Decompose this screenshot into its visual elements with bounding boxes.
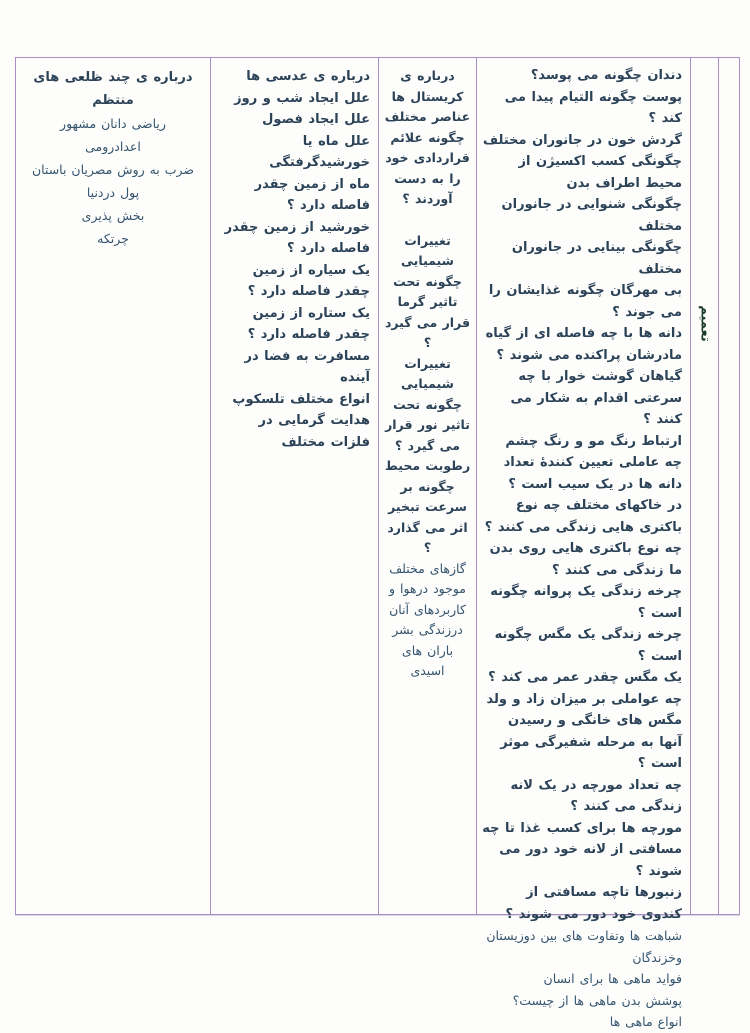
biology-question-line: مورچه ها برای کسب غذا تا چه مسافتی از لانه خود دور می شوند ؟ <box>482 820 682 879</box>
physics-topic-line: خورشید از زمین چقدر فاصله دارد ؟ <box>224 219 370 256</box>
chemistry-topic-line <box>384 210 471 231</box>
physics-topic-line: انواع مختلف تلسکوپ <box>232 391 370 407</box>
physics-topic-line: درباره ی عدسی ها <box>246 69 370 84</box>
biology-question-line: فواید ماهی ها برای انسان <box>543 971 682 986</box>
biology-question-line: چگونگی شنوایی در جانوران مختلف <box>501 197 682 234</box>
physics-topic-line: ماه از زمین چقدر فاصله دارد ؟ <box>254 176 370 213</box>
biology-question-line: زنبورها تاچه مسافتی از کندوی خود دور می شوند ؟ <box>505 885 682 922</box>
biology-question-line: پوست چگونه التیام پیدا می کند ؟ <box>504 89 682 126</box>
biology-question-line: شباهت ها وتفاوت های بین دوزیستان وخزندگان <box>486 928 682 965</box>
biology-question-line: انواع ماهی ها <box>609 1014 682 1029</box>
chemistry-topic-line: درباره ی کریستال ها <box>391 68 464 104</box>
biology-question-line: دانه ها با چه فاصله ای از گیاه مادرشان پراکنده می شوند ؟ <box>485 326 682 363</box>
physics-topic-line: علل ماه یا خورشیدگرفتگی <box>269 133 370 170</box>
research-topics-table <box>15 57 740 1029</box>
biology-question-line: چرخه زندگی یک پروانه چگونه است ؟ <box>490 584 682 621</box>
physics-topic-line: یک سیاره از زمین چقدر فاصله دارد ؟ <box>247 262 370 299</box>
math-topic-line: ضرب به روش مصریان باستان <box>31 162 195 177</box>
biology-question-line: چگونگی بینایی در جانوران مختلف <box>511 240 682 277</box>
biology-question-line: چه عاملی تعیین کنندهٔ تعداد دانه ها در یک سیب است ؟ <box>503 455 682 492</box>
chemistry-topic-line: رطوبت محیط چگونه بر سرعت تبخیر اثر می گذارد ؟ <box>384 458 471 555</box>
chemistry-topic-line: باران های اسیدی <box>401 642 454 678</box>
math-topic-line: چرتکه <box>97 231 129 246</box>
column-chemistry-topics <box>379 58 477 914</box>
physics-topic-line: هدایت گرمایی در فلزات مختلف <box>258 413 370 450</box>
biology-question-line: چگونگی کسب اکسیژن از محیط اطراف بدن <box>518 154 682 191</box>
math-topic-line: درباره ی چند ظلعی های منتظم <box>33 70 193 108</box>
biology-question-line: چه عواملی بر میزان زاد و ولد مگس های خانگی و رسیدن آنها به مرحله شفیرگی موثر است ؟ <box>486 691 682 771</box>
math-topic-line: پول دردنیا <box>86 185 140 200</box>
math-topic-line: بخش پذیری <box>81 208 145 223</box>
chemistry-topic-line: تغییرات شیمیایی چگونه تحت تاثیر نور قرار می گیرد ؟ <box>385 355 470 453</box>
biology-question-line: در خاکهای مختلف چه نوع باکتری هایی زندگی می کنند ؟ <box>484 498 682 535</box>
chemistry-topic-line: عناصر مختلف چگونه علائم قراردادی خود را به دست آوردند ؟ <box>384 109 471 206</box>
physics-topic-line: علل ایجاد شب و روز <box>234 90 370 106</box>
physics-topic-line: علل ایجاد فصول <box>262 112 370 127</box>
math-topic-line: ریاضی دانان مشهور <box>60 116 166 131</box>
rotated-row-label: تعمیم <box>697 305 712 342</box>
physics-topic-line: یک ستاره از زمین چقدر فاصله دارد ؟ <box>247 305 370 342</box>
chemistry-topic-line: گازهای مختلف موجود درهوا و کاربردهای آنان درزندگی بشر <box>388 560 466 637</box>
row-label-column <box>691 58 719 914</box>
biology-question-line: گردش خون در جانوران مختلف <box>483 132 682 148</box>
biology-question-line: پوشش بدن ماهی ها از چیست؟ <box>512 992 682 1008</box>
biology-question-line: چه تعداد مورچه در یک لانه زندگی می کنند ؟ <box>510 777 682 814</box>
biology-question-line: دندان چگونه می پوسد؟ <box>530 68 682 83</box>
physics-topic-line: مسافرت به فضا در آینده <box>244 348 370 385</box>
column-physics-topics <box>211 58 379 914</box>
math-topic-line: اعدادرومی <box>85 139 141 154</box>
column-biology-questions <box>477 58 691 1029</box>
biology-question-line: بی مهرگان چگونه غذایشان را می جوند ؟ <box>488 283 682 320</box>
biology-question-line: یک مگس چقدر عمر می کند ؟ <box>488 670 682 685</box>
biology-question-line: چه نوع باکتری هایی روی بدن ما زندگی می کنند ؟ <box>489 541 682 578</box>
column-math-topics <box>16 58 211 914</box>
chemistry-topic-line: تغییرات شیمیایی چگونه تحت تاثیر گرما قرار می گیرد ؟ <box>384 232 471 350</box>
biology-question-line: ارتباط رنگ مو و رنگ چشم <box>505 433 682 449</box>
biology-question-line: گیاهان گوشت خوار با چه سرعتی اقدام به شکار می کنند ؟ <box>510 369 682 427</box>
empty-margin-column <box>719 58 739 914</box>
biology-question-line: چرخه زندگی یک مگس چگونه است ؟ <box>494 627 682 664</box>
